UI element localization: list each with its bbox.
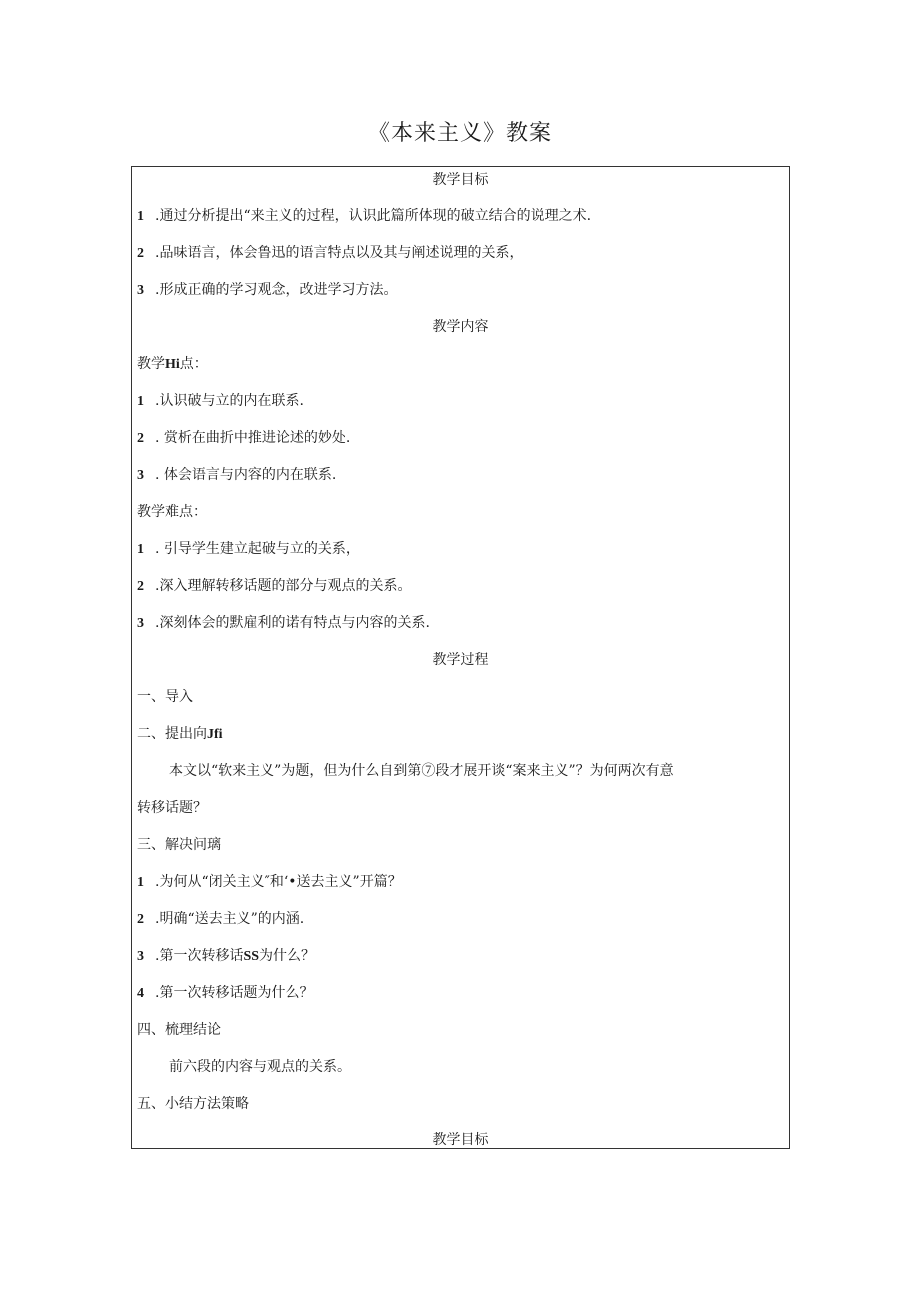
key-point-item	[137, 392, 304, 411]
label-text: Hi	[165, 357, 180, 372]
item-number: 2	[137, 579, 144, 594]
label-text: 教学	[137, 356, 165, 372]
step-text: Jfi	[207, 727, 223, 742]
paragraph-question-cont: 转移话题？	[137, 800, 207, 816]
step-conclusion: 四、梳理结论	[137, 1022, 221, 1038]
difficulty-item	[137, 614, 430, 633]
section-heading-objectives-footer: 教学目标	[432, 1132, 489, 1148]
section-heading-content: 教学内容	[432, 319, 489, 335]
section-heading-objectives: 教学目标	[432, 172, 489, 188]
step-question	[137, 725, 223, 744]
page-title: 《本来主义》教案	[367, 121, 552, 146]
step-text: 二、提出向	[137, 726, 207, 742]
item-number: 2	[137, 431, 144, 446]
item-text: .明确“送去主义”的内涵.	[155, 911, 305, 927]
item-number: 1	[137, 542, 144, 557]
item-number: 4	[137, 986, 144, 1001]
step-intro: 一、导入	[137, 689, 193, 705]
item-number: 2	[137, 912, 144, 927]
item-text: . 赏析在曲折中推进论述的妙处.	[155, 430, 351, 446]
objective-item	[137, 281, 397, 300]
item-text: .形成正确的学习观念，改进学习方法。	[155, 282, 398, 298]
step-summary: 五、小结方法策略	[137, 1096, 249, 1112]
item-text: . 引导学生建立起破与立的关系，	[155, 541, 360, 557]
key-point-item	[137, 466, 336, 485]
item-number: 3	[137, 468, 144, 483]
difficulty-item	[137, 540, 360, 559]
step-solve: 三、解决问璃	[137, 837, 221, 853]
item-number: 3	[137, 949, 144, 964]
item-number: 3	[137, 616, 144, 631]
item-text: .深入理解转移话题的部分与观点的关系。	[155, 578, 412, 594]
paragraph-question: 本文以“软来主义”为题，但为什么自到第⑦段才展开谈“案来主义”？为何两次有意	[169, 763, 674, 779]
item-number: 3	[137, 283, 144, 298]
paragraph-conclusion: 前六段的内容与观点的关系。	[169, 1059, 351, 1075]
objective-item	[137, 244, 523, 263]
item-text: .品味语言，体会鲁迅的语言特点以及其与阐述说理的关系，	[155, 245, 524, 261]
question-item	[137, 873, 402, 892]
item-text: .深刻体会的默雇利的诺有特点与内容的关系.	[155, 615, 430, 631]
key-points-label	[137, 355, 208, 374]
difficulty-item	[137, 577, 411, 596]
item-text: .第一次转移话	[155, 948, 244, 964]
item-text: . 体会语言与内容的内在联系.	[155, 467, 337, 483]
item-text: SS	[243, 949, 260, 964]
difficulties-label: 教学难点：	[137, 504, 207, 520]
item-text: .第一次转移话题为什么？	[155, 985, 314, 1001]
item-number: 2	[137, 246, 144, 261]
item-text: .为何从“闭关主义″和‘•送去主义”开篇？	[155, 874, 402, 890]
item-text: .认识破与立的内在联系.	[155, 393, 304, 409]
item-text: 为什么？	[259, 948, 316, 964]
item-number: 1	[137, 875, 144, 890]
question-item	[137, 984, 313, 1003]
label-text: 点：	[179, 356, 208, 372]
item-number: 1	[137, 209, 144, 224]
lesson-plan-table	[131, 166, 790, 1149]
question-item	[137, 947, 315, 966]
question-item	[137, 910, 304, 929]
key-point-item	[137, 429, 350, 448]
section-heading-process: 教学过程	[432, 652, 489, 668]
objective-item	[137, 207, 591, 226]
item-number: 1	[137, 394, 144, 409]
item-text: .通过分析提出“来主义的过程，认识此篇所体现的破立结合的说理之术.	[155, 208, 592, 224]
